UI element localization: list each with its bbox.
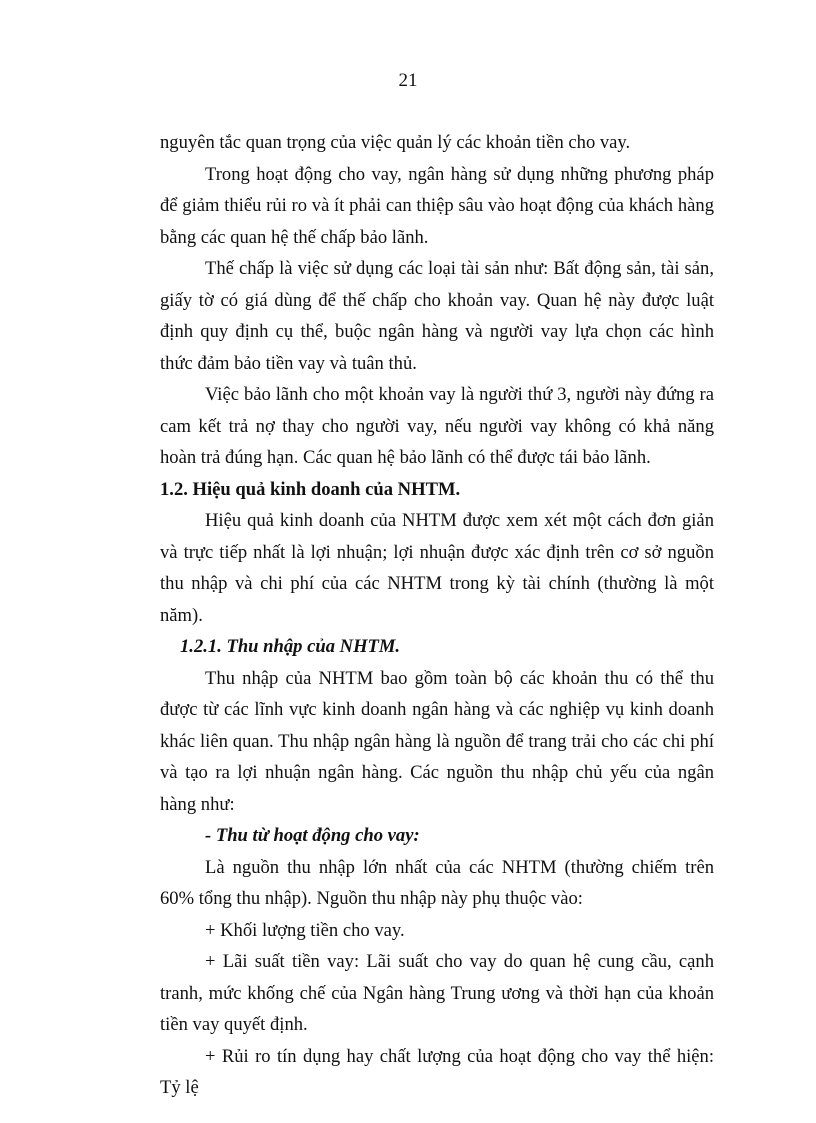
page-number: 21 [398,70,418,91]
paragraph: nguyên tắc quan trọng của việc quản lý các khoản tiền cho vay. [160,132,631,153]
list-item: + Lãi suất tiền vay: Lãi suất cho vay do quan hệ cung cầu, cạnh tranh, mức khống chế của Ngân hàng Trung ương và thời hạn của khoản tiền vay quyết định. [160,951,714,1035]
paragraph: Thu nhập của NHTM bao gồm toàn bộ các khoản thu có thể thu được từ các lĩnh vực kinh doanh ngân hàng và các nghiệp vụ kinh doanh khác liên quan. Thu nhập ngân hàng là nguồn để trang trải cho các chi phí và tạo ra lợi nhuận ngân hàng. Các nguồn thu nhập chủ yếu của ngân hàng như: [160,667,714,815]
paragraph: Trong hoạt động cho vay, ngân hàng sử dụng những phương pháp để giảm thiểu rủi ro và ít phải can thiệp sâu vào hoạt động của khách hàng bằng các quan hệ thế chấp bảo lãnh. [160,163,714,248]
section-heading: 1.2. Hiệu quả kinh doanh của NHTM. [160,478,461,500]
paragraph: Việc bảo lãnh cho một khoản vay là người thứ 3, người này đứng ra cam kết trả nợ thay cho người vay, nếu người vay không có khả năng hoàn trả đúng hạn. Các quan hệ bảo lãnh có thể được tái bảo lãnh. [160,384,714,468]
item-heading: - Thu từ hoạt động cho vay: [205,825,420,846]
document-body [160,127,714,1104]
paragraph: Là nguồn thu nhập lớn nhất của các NHTM (thường chiếm trên 60% tổng thu nhập). Nguồn thu nhập này phụ thuộc vào: [160,856,714,909]
subsection-heading: 1.2.1. Thu nhập của NHTM. [180,636,401,657]
paragraph: Thế chấp là việc sử dụng các loại tài sản như: Bất động sản, tài sản, giấy tờ có giá dùng để thế chấp cho khoản vay. Quan hệ này được luật định quy định cụ thể, buộc ngân hàng và người vay lựa chọn các hình thức đảm bảo tiền vay và tuân thủ. [160,258,714,374]
list-item: + Khối lượng tiền cho vay. [205,919,405,941]
paragraph: Hiệu quả kinh doanh của NHTM được xem xét một cách đơn giản và trực tiếp nhất là lợi nhuận; lợi nhuận được xác định trên cơ sở nguồn thu nhập và chi phí của các NHTM trong kỳ tài chính (thường là một năm). [160,510,714,626]
list-item: + Rủi ro tín dụng hay chất lượng của hoạt động cho vay thể hiện: Tỷ lệ [160,1045,714,1098]
